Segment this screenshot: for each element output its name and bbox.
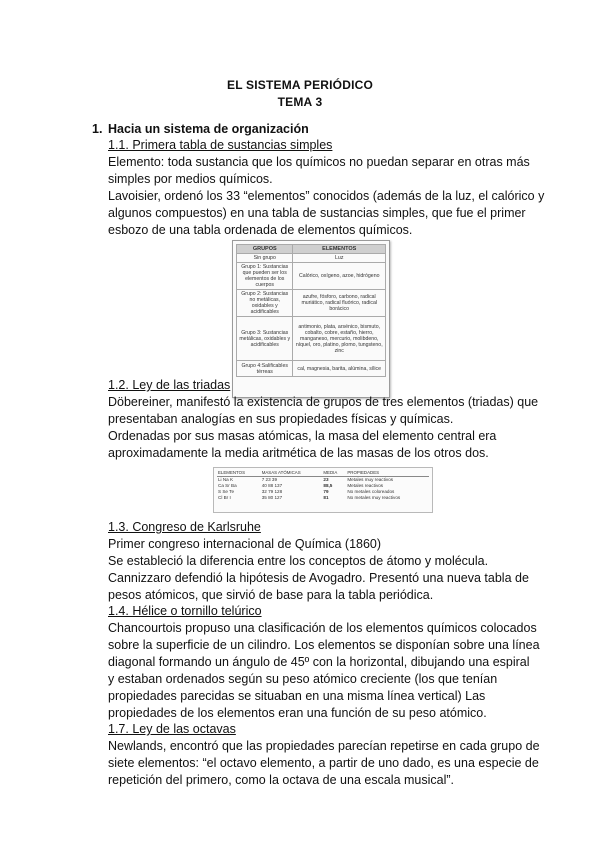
paragraph-line: Cannizzaro defendió la hipótesis de Avogadro. Presentó una nueva tabla de bbox=[108, 571, 529, 585]
table-cell: 81 bbox=[323, 495, 329, 500]
table-cell: Grupo 4:Salificables térreas bbox=[237, 361, 293, 377]
table-cell: azufre, fósforo, carbono, radical muriático, radical fluórico, radical borácico bbox=[293, 290, 386, 317]
table-cell: 7 23 39 bbox=[261, 477, 278, 482]
subsection-1-2-body bbox=[108, 394, 548, 462]
paragraph-line: y estaban ordenados según su peso atómico creciente (los que tenían bbox=[108, 672, 498, 686]
paragraph-line: aproximadamente la media aritmética de las masas de los otros dos. bbox=[108, 446, 489, 460]
paragraph-line: Elemento: toda sustancia que los químicos no puedan separar en otras más bbox=[108, 155, 530, 169]
subsection-1-3-heading: 1.3. Congreso de Karlsruhe bbox=[108, 520, 261, 534]
table-row bbox=[237, 290, 386, 317]
paragraph-line: Döbereiner, manifestó la existencia de grupos de tres elementos (triadas) que bbox=[108, 395, 539, 409]
triads-table-image bbox=[213, 467, 433, 513]
subsection-1-3-body bbox=[108, 536, 548, 604]
paragraph-line: diagonal formando un ángulo de 45º con la horizontal, dibujando una espiral bbox=[108, 655, 530, 669]
table-cell: 32 79 128 bbox=[261, 489, 283, 494]
subsection-1-4-body bbox=[108, 620, 548, 722]
table-cell: 40 88 137 bbox=[261, 483, 283, 488]
table-cell: No metales muy reactivos bbox=[347, 495, 401, 500]
table-cell: Grupo 3: Sustancias metálicas, oxidables y acidificables bbox=[237, 317, 293, 361]
subsection-1-7-heading: 1.7. Ley de las octavas bbox=[108, 722, 236, 736]
paragraph-line: sobre la superficie de un cilindro. Los elementos se disponían sobre una línea bbox=[108, 638, 540, 652]
paragraph-line: Chancourtois propuso una clasificación de los elementos químicos colocados bbox=[108, 621, 537, 635]
paragraph-line: esbozo de una tabla ordenada de elementos químicos. bbox=[108, 223, 413, 237]
table-cell: Ca Sr Ba bbox=[218, 483, 237, 488]
table-cell: 23 bbox=[323, 477, 329, 482]
paragraph-line: siete elementos: “el octavo elemento, a partir de uno dado, es una especie de bbox=[108, 756, 539, 770]
subsection-1-1-body bbox=[108, 154, 548, 239]
subsection-1-7-body bbox=[108, 738, 548, 789]
table-cell: Luz bbox=[293, 254, 386, 263]
table-cell: Cl Br I bbox=[218, 495, 231, 500]
table-header-cell: ELEMENTOS bbox=[293, 245, 386, 254]
table-row bbox=[237, 317, 386, 361]
table-header-cell: ELEMENTOS bbox=[217, 470, 261, 477]
table-header-cell: MEDIA bbox=[322, 470, 346, 477]
paragraph-line: simples por medios químicos. bbox=[108, 172, 273, 186]
document-title: EL SISTEMA PERIÓDICO bbox=[226, 78, 374, 92]
subsection-1-2-heading: 1.2. Ley de las triadas bbox=[108, 378, 231, 392]
paragraph-line: Primer congreso internacional de Química (1860) bbox=[108, 537, 382, 551]
table-header-row bbox=[237, 245, 386, 254]
table-cell: Calórico, oxígeno, azoe, hidrógeno bbox=[293, 263, 386, 290]
table-header-cell: PROPIEDADES bbox=[346, 470, 429, 477]
paragraph-line: Lavoisier, ordenó los 33 “elementos” conocidos (además de la luz, el calórico y bbox=[108, 189, 545, 203]
table-cell: S Se Te bbox=[218, 489, 235, 494]
table-cell: Grupo 2: Sustancias no metálicas, oxidables y acidificables bbox=[237, 290, 293, 317]
paragraph-line: repetición del primero, como la octava de una escala musical”. bbox=[108, 773, 455, 787]
table-cell: 35 80 127 bbox=[261, 495, 283, 500]
paragraph-line: presentaban analogías en sus propiedades físicas y químicas. bbox=[108, 412, 454, 426]
table-row bbox=[217, 495, 429, 501]
table-cell: 88,5 bbox=[323, 483, 333, 488]
lavoisier-table-image bbox=[232, 240, 390, 398]
table-cell: antimonio, plata, arsénico, bismuto, cobalto, cobre, estaño, hierro, manganeso, mercurio, molibdeno, níquel, oro, platino, plomo, tungsteno, zinc bbox=[293, 317, 386, 361]
table-row bbox=[237, 361, 386, 377]
table-cell: Sin grupo bbox=[237, 254, 293, 263]
paragraph-line: Newlands, encontró que las propiedades parecían repetirse en cada grupo de bbox=[108, 739, 540, 753]
section-1-heading bbox=[92, 122, 309, 136]
table-row bbox=[237, 263, 386, 290]
paragraph-line: algunos compuestos) en una tabla de sustancias simples, que fue el primer bbox=[108, 206, 526, 220]
section-1-title: Hacia un sistema de organización bbox=[108, 122, 309, 136]
table-header-cell: GRUPOS bbox=[237, 245, 293, 254]
paragraph-line: propiedades de los elementos eran una función de su peso atómico. bbox=[108, 706, 487, 720]
paragraph-line: Ordenadas por sus masas atómicas, la masa del elemento central era bbox=[108, 429, 497, 443]
table-cell: Metales reactivos bbox=[347, 483, 384, 488]
subsection-1-1-heading: 1.1. Primera tabla de sustancias simples bbox=[108, 138, 333, 152]
table-cell: Li Na K bbox=[218, 477, 234, 482]
table-header-cell: MASAS ATÓMICAS bbox=[261, 470, 323, 477]
table-cell: cal, magnesia, barita, alúmina, sílice bbox=[293, 361, 386, 377]
table-cell: Metales muy reactivos bbox=[347, 477, 394, 482]
table-row bbox=[237, 254, 386, 263]
table-cell: No metales coloreados bbox=[347, 489, 395, 494]
paragraph-line: Se estableció la diferencia entre los conceptos de átomo y molécula. bbox=[108, 554, 489, 568]
table-cell: Grupo 1: Sustancias que pueden ser los elementos de los cuerpos bbox=[237, 263, 293, 290]
triads-table bbox=[217, 470, 429, 501]
section-1-number: 1. bbox=[92, 122, 103, 136]
paragraph-line: propiedades parecidas se situaban en una misma línea vertical) Las bbox=[108, 689, 486, 703]
paragraph-line: pesos atómicos, que sirvió de base para la tabla periódica. bbox=[108, 588, 434, 602]
table-cell: 79 bbox=[323, 489, 329, 494]
lavoisier-table bbox=[236, 244, 386, 377]
document-subtitle: TEMA 3 bbox=[277, 95, 323, 109]
subsection-1-4-heading: 1.4. Hélice o tornillo telúrico bbox=[108, 604, 262, 618]
